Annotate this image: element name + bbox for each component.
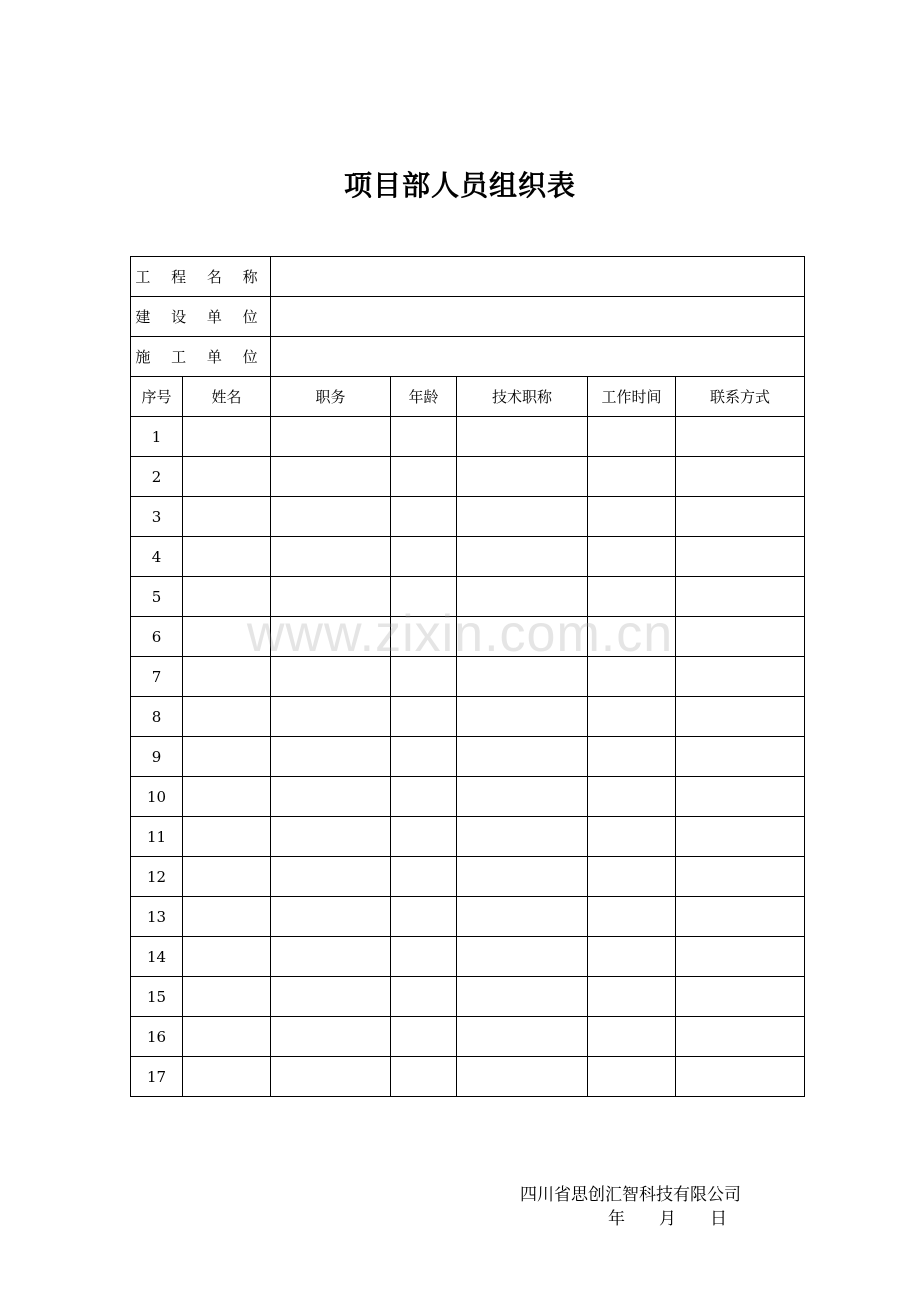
table-cell[interactable] bbox=[676, 537, 805, 577]
date-month: 月 bbox=[659, 1209, 676, 1229]
table-cell[interactable] bbox=[457, 657, 588, 697]
table-cell[interactable] bbox=[588, 817, 676, 857]
table-cell[interactable] bbox=[271, 497, 391, 537]
table-cell[interactable] bbox=[588, 977, 676, 1017]
table-cell[interactable] bbox=[588, 417, 676, 457]
table-cell[interactable] bbox=[457, 1057, 588, 1097]
table-cell[interactable] bbox=[183, 737, 271, 777]
table-row bbox=[131, 817, 805, 857]
table-cell[interactable] bbox=[676, 1017, 805, 1057]
table-cell[interactable] bbox=[271, 777, 391, 817]
table-cell[interactable] bbox=[183, 417, 271, 457]
row-number: 10 bbox=[131, 777, 183, 817]
table-cell[interactable] bbox=[183, 1057, 271, 1097]
row-number: 5 bbox=[131, 577, 183, 617]
table-cell[interactable] bbox=[676, 737, 805, 777]
row-number: 16 bbox=[131, 1017, 183, 1057]
info-label: 施 工 单 位 bbox=[131, 337, 271, 377]
table-cell[interactable] bbox=[391, 817, 457, 857]
table-cell[interactable] bbox=[457, 897, 588, 937]
date-year: 年 bbox=[608, 1209, 625, 1229]
table-row bbox=[131, 897, 805, 937]
table-cell[interactable] bbox=[271, 857, 391, 897]
table-cell[interactable] bbox=[271, 937, 391, 977]
table-cell[interactable] bbox=[391, 497, 457, 537]
row-number: 6 bbox=[131, 617, 183, 657]
table-row bbox=[131, 617, 805, 657]
table-cell[interactable] bbox=[183, 977, 271, 1017]
table-cell[interactable] bbox=[457, 417, 588, 457]
table-cell[interactable] bbox=[391, 457, 457, 497]
table-cell[interactable] bbox=[676, 497, 805, 537]
info-row-project-name bbox=[131, 257, 805, 297]
table-cell[interactable] bbox=[271, 617, 391, 657]
header-cell-position: 职务 bbox=[271, 377, 391, 417]
info-label: 建 设 单 位 bbox=[131, 297, 271, 337]
table-row bbox=[131, 497, 805, 537]
table-cell[interactable] bbox=[676, 577, 805, 617]
table-cell[interactable] bbox=[271, 817, 391, 857]
table-cell[interactable] bbox=[391, 897, 457, 937]
table-cell[interactable] bbox=[391, 977, 457, 1017]
table-cell[interactable] bbox=[183, 897, 271, 937]
table-cell[interactable] bbox=[183, 857, 271, 897]
table-cell[interactable] bbox=[183, 697, 271, 737]
table-row bbox=[131, 937, 805, 977]
table-cell[interactable] bbox=[588, 737, 676, 777]
table-cell[interactable] bbox=[271, 697, 391, 737]
date-day: 日 bbox=[710, 1209, 727, 1229]
table-cell[interactable] bbox=[676, 937, 805, 977]
info-row-contractor bbox=[131, 337, 805, 377]
table-cell[interactable] bbox=[457, 857, 588, 897]
table-row bbox=[131, 457, 805, 497]
row-number: 9 bbox=[131, 737, 183, 777]
header-row bbox=[131, 377, 805, 417]
table-row bbox=[131, 977, 805, 1017]
table-cell[interactable] bbox=[183, 617, 271, 657]
table-cell[interactable] bbox=[588, 657, 676, 697]
info-value[interactable] bbox=[271, 257, 805, 297]
table-cell[interactable] bbox=[457, 537, 588, 577]
table-cell[interactable] bbox=[271, 897, 391, 937]
table-cell[interactable] bbox=[588, 1057, 676, 1097]
table-cell[interactable] bbox=[676, 777, 805, 817]
table-cell[interactable] bbox=[676, 697, 805, 737]
table-cell[interactable] bbox=[676, 1057, 805, 1097]
row-number: 1 bbox=[131, 417, 183, 457]
row-number: 3 bbox=[131, 497, 183, 537]
row-number: 2 bbox=[131, 457, 183, 497]
table-row bbox=[131, 737, 805, 777]
table-cell[interactable] bbox=[271, 577, 391, 617]
table-cell[interactable] bbox=[676, 457, 805, 497]
table-cell[interactable] bbox=[676, 897, 805, 937]
table-row bbox=[131, 657, 805, 697]
date-line bbox=[608, 1204, 727, 1229]
table-cell[interactable] bbox=[391, 617, 457, 657]
table-cell[interactable] bbox=[391, 657, 457, 697]
table-cell[interactable] bbox=[271, 737, 391, 777]
table-cell[interactable] bbox=[588, 697, 676, 737]
row-number: 17 bbox=[131, 1057, 183, 1097]
table-row bbox=[131, 417, 805, 457]
header-cell-contact: 联系方式 bbox=[676, 377, 805, 417]
table-cell[interactable] bbox=[391, 1057, 457, 1097]
table-cell[interactable] bbox=[183, 1017, 271, 1057]
table-cell[interactable] bbox=[588, 1017, 676, 1057]
table-cell[interactable] bbox=[588, 777, 676, 817]
table-row bbox=[131, 777, 805, 817]
table-cell[interactable] bbox=[588, 577, 676, 617]
personnel-table bbox=[130, 256, 805, 1097]
table-cell[interactable] bbox=[457, 817, 588, 857]
table-cell[interactable] bbox=[588, 857, 676, 897]
table-cell[interactable] bbox=[457, 697, 588, 737]
table-cell[interactable] bbox=[676, 417, 805, 457]
table-cell[interactable] bbox=[271, 1057, 391, 1097]
table-cell[interactable] bbox=[271, 657, 391, 697]
table-cell[interactable] bbox=[183, 937, 271, 977]
table-cell[interactable] bbox=[183, 537, 271, 577]
table-cell[interactable] bbox=[457, 977, 588, 1017]
info-value[interactable] bbox=[271, 337, 805, 377]
table-cell[interactable] bbox=[183, 457, 271, 497]
table-cell[interactable] bbox=[588, 937, 676, 977]
table-row bbox=[131, 697, 805, 737]
table-cell[interactable] bbox=[271, 417, 391, 457]
info-label: 工 程 名 称 bbox=[131, 257, 271, 297]
document-title: 项目部人员组织表 bbox=[343, 169, 576, 202]
table-cell[interactable] bbox=[271, 537, 391, 577]
table-cell[interactable] bbox=[183, 657, 271, 697]
table-cell[interactable] bbox=[391, 417, 457, 457]
table-row bbox=[131, 857, 805, 897]
table-cell[interactable] bbox=[457, 777, 588, 817]
table-cell[interactable] bbox=[676, 817, 805, 857]
table-cell[interactable] bbox=[271, 977, 391, 1017]
info-row-client bbox=[131, 297, 805, 337]
row-number: 14 bbox=[131, 937, 183, 977]
row-number: 13 bbox=[131, 897, 183, 937]
table-cell[interactable] bbox=[391, 737, 457, 777]
header-cell-name: 姓名 bbox=[183, 377, 271, 417]
row-number: 11 bbox=[131, 817, 183, 857]
table-cell[interactable] bbox=[588, 537, 676, 577]
table-cell[interactable] bbox=[391, 777, 457, 817]
header-cell-age: 年龄 bbox=[391, 377, 457, 417]
table-row bbox=[131, 537, 805, 577]
table-cell[interactable] bbox=[183, 817, 271, 857]
row-number: 7 bbox=[131, 657, 183, 697]
table-cell[interactable] bbox=[391, 537, 457, 577]
header-cell-work-time: 工作时间 bbox=[588, 377, 676, 417]
table-cell[interactable] bbox=[391, 857, 457, 897]
table-cell[interactable] bbox=[183, 777, 271, 817]
table-cell[interactable] bbox=[391, 937, 457, 977]
company-name: 四川省思创汇智科技有限公司 bbox=[520, 1185, 741, 1205]
table-cell[interactable] bbox=[676, 977, 805, 1017]
table-cell[interactable] bbox=[676, 617, 805, 657]
row-number: 12 bbox=[131, 857, 183, 897]
table-cell[interactable] bbox=[676, 857, 805, 897]
table-cell[interactable] bbox=[457, 737, 588, 777]
header-cell-title: 技术职称 bbox=[457, 377, 588, 417]
table-cell[interactable] bbox=[457, 617, 588, 657]
table-cell[interactable] bbox=[588, 497, 676, 537]
table-cell[interactable] bbox=[391, 1017, 457, 1057]
table-cell[interactable] bbox=[588, 617, 676, 657]
table-cell[interactable] bbox=[676, 657, 805, 697]
header-cell-index: 序号 bbox=[131, 377, 183, 417]
table-row bbox=[131, 577, 805, 617]
table-cell[interactable] bbox=[391, 697, 457, 737]
table-cell[interactable] bbox=[457, 577, 588, 617]
row-number: 8 bbox=[131, 697, 183, 737]
table-cell[interactable] bbox=[588, 897, 676, 937]
watermark: www.zixin.com.cn bbox=[246, 605, 674, 663]
table-cell[interactable] bbox=[271, 457, 391, 497]
table-row bbox=[131, 1017, 805, 1057]
table-cell[interactable] bbox=[457, 457, 588, 497]
table-cell[interactable] bbox=[588, 457, 676, 497]
row-number: 4 bbox=[131, 537, 183, 577]
table-cell[interactable] bbox=[271, 1017, 391, 1057]
table-cell[interactable] bbox=[457, 497, 588, 537]
table-cell[interactable] bbox=[457, 937, 588, 977]
table-cell[interactable] bbox=[183, 577, 271, 617]
row-number: 15 bbox=[131, 977, 183, 1017]
info-value[interactable] bbox=[271, 297, 805, 337]
table-cell[interactable] bbox=[391, 577, 457, 617]
table-row bbox=[131, 1057, 805, 1097]
table-cell[interactable] bbox=[183, 497, 271, 537]
table-cell[interactable] bbox=[457, 1017, 588, 1057]
